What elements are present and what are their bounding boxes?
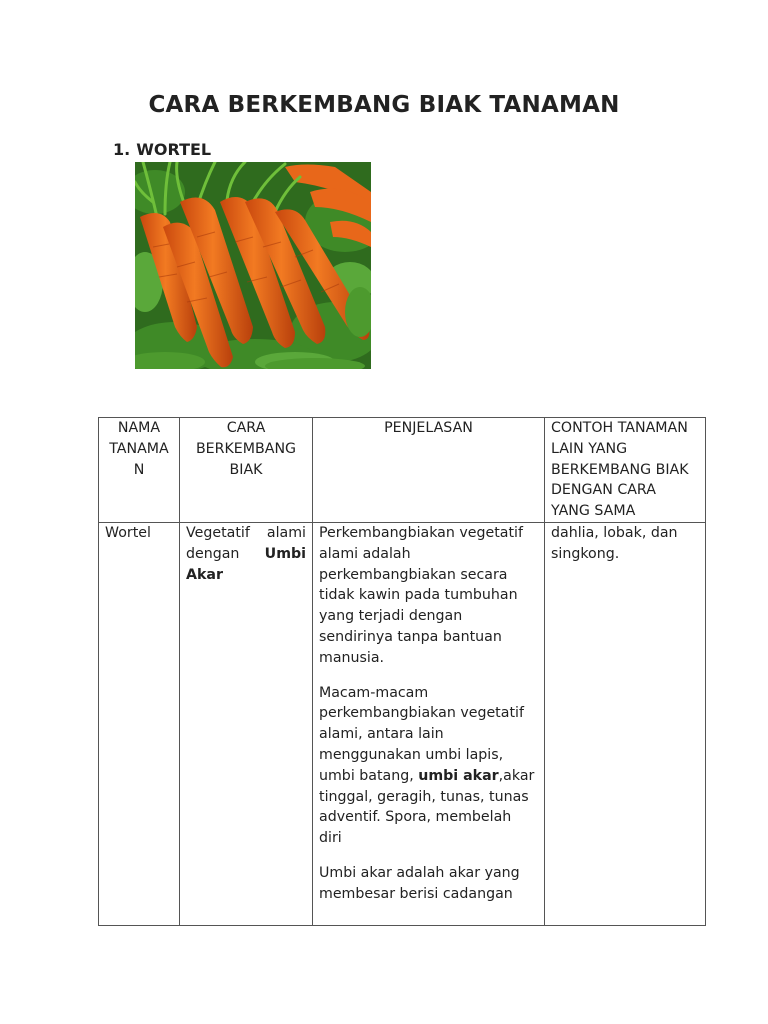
header-line: BERKEMBANG BIAK [551,461,689,478]
header-line: CARA [226,420,266,436]
carrot-photo [135,162,371,369]
plant-name: Wortel [105,524,151,541]
header-line: BIAK [229,461,263,478]
section-heading-text: WORTEL [136,140,212,159]
table-row [99,522,706,925]
section-number: 1. [113,140,131,159]
example-plants: dahlia, lobak, dan singkong. [551,524,678,562]
explanation-bold: umbi akar [418,767,499,784]
explanation-paragraph-1: Perkembangbiakan vegetatif alami adalah perkembangbiakan secara tidak kawin pada tumbuhan yang terjadi dengan sendirinya tanpa bantuan manusia. [319,524,523,666]
header-line: LAIN YANG [551,440,628,457]
cell-contoh [545,522,706,925]
header-line: DENGAN CARA [551,482,656,499]
table-header-row [99,418,706,523]
propagation-table [98,417,706,926]
explanation-text: ,akar tinggal, geragih, tunas, tunas adventif. Spora, membelah diri [319,767,535,847]
method-bold: Umbi Akar [186,545,306,583]
header-line: BERKEMBANG [195,440,297,457]
header-line: N [133,461,145,478]
section-heading [113,140,211,159]
header-nama-tanaman [99,418,180,523]
explanation-paragraph-3: Umbi akar adalah akar yang membesar berisi cadangan [319,864,520,902]
explanation-paragraph-2 [319,683,538,849]
cell-cara [180,522,313,925]
header-line: CONTOH TANAMAN [551,420,688,436]
carrot-illustration [135,162,371,369]
method-text: Vegetatif alami dengan [186,524,306,562]
header-penjelasan [313,418,545,523]
header-line: TANAMA [109,440,169,457]
cell-penjelasan [313,522,545,925]
header-line: NAMA [117,420,161,436]
cell-nama [99,522,180,925]
page-title: CARA BERKEMBANG BIAK TANAMAN [148,92,620,118]
header-cara-berkembang-biak [180,418,313,523]
explanation-text: Macam-macam perkembangbiakan vegetatif alami, antara lain menggunakan umbi lapis, umbi batang, [319,684,524,784]
header-line: PENJELASAN [384,420,473,436]
header-line: YANG SAMA [551,503,636,520]
header-contoh-tanaman [545,418,706,523]
